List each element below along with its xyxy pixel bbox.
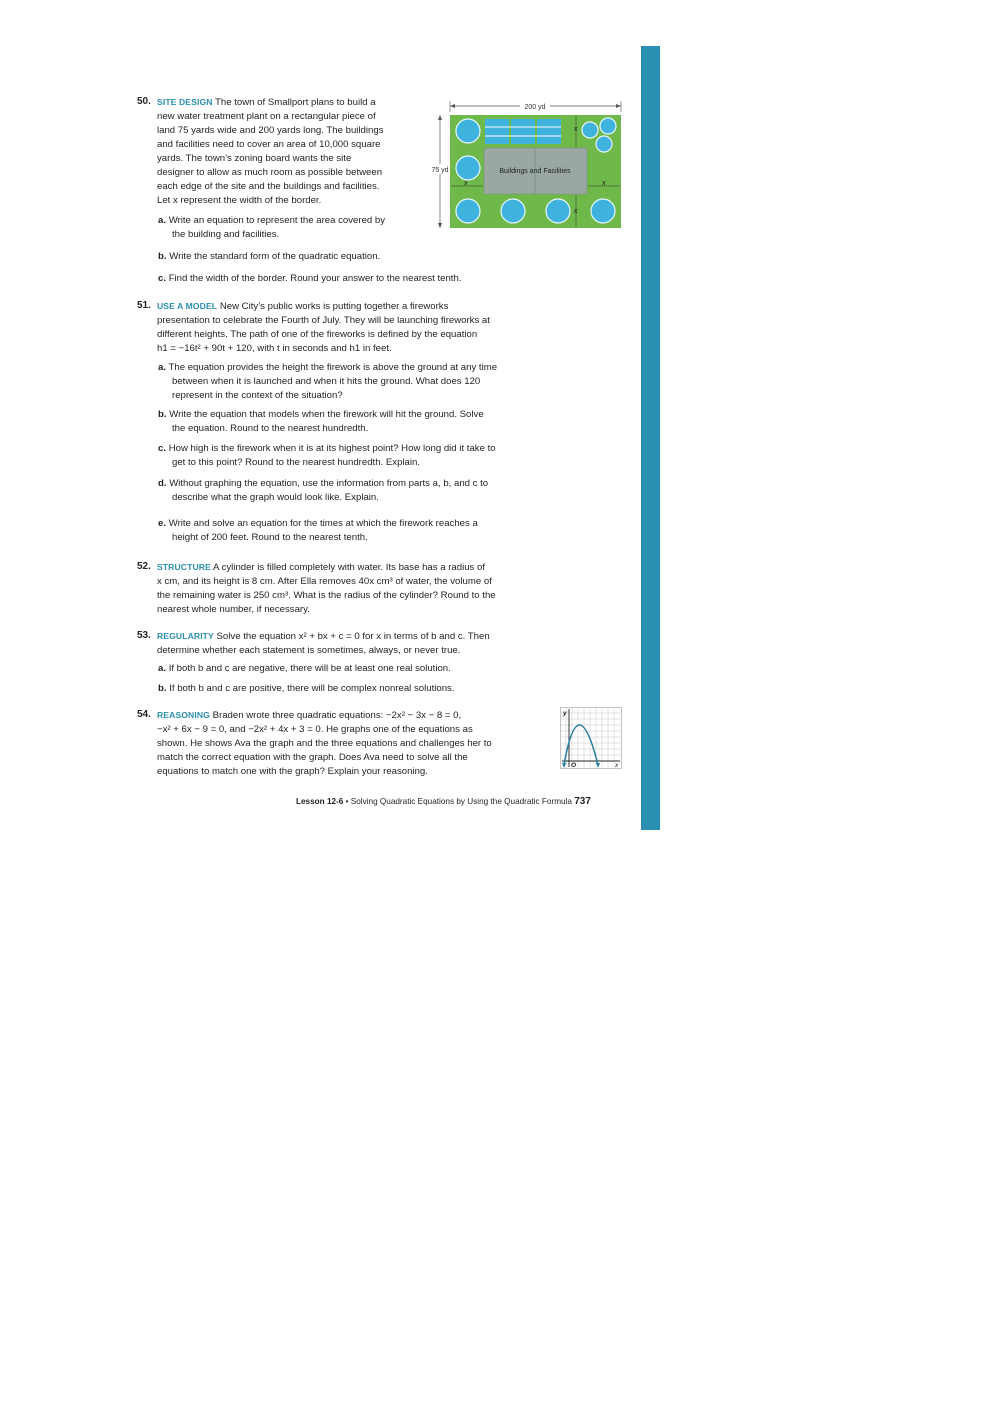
graph-origin-label: O <box>571 762 577 769</box>
problem-52-text: STRUCTURE A cylinder is filled completely with water. Its base has a radius of x cm, and its height is 8 cm. After Ella removes 40x cm³ of water, the volume of the remaining water is 250 cm³. What is the radius of the cylinder? Round to the nearest whole number, if necessary. <box>157 562 496 615</box>
problem-51a: a. The equation provides the height the firework is above the ground at any time between when it is launched and when it hits the ground. What does 120 represent in the context of the situation? <box>158 362 498 401</box>
problem-51-text: USE A MODEL New City’s public works is putting together a fireworks presentation to celebrate the Fourth of July. They will be launching fireworks at different heights. The path of one of the fireworks is defined by the equation h1 = −16t² + 90t + 120, with t in seconds and h1 in feet. <box>157 301 490 354</box>
border-x-top: x <box>574 126 578 133</box>
buildings-label: Buildings and Facilities <box>499 168 571 175</box>
chapter-sidebar-bar <box>641 46 660 830</box>
problem-51-number: 51. <box>137 300 151 311</box>
border-x-bottom: x <box>574 208 578 215</box>
pool-tanks <box>485 119 561 144</box>
footer-title: Solving Quadratic Equations by Using the Quadratic Formula <box>350 797 572 806</box>
problem-53b: b. If both b and c are positive, there will be complex nonreal solutions. <box>158 683 455 694</box>
problem-50c: c. Find the width of the border. Round your answer to the nearest tenth. <box>158 273 462 284</box>
problem-54-text: REASONING Braden wrote three quadratic equations: −2x² − 3x − 8 = 0, −x² + 6x − 9 = 0, and −2x² + 4x + 3 = 0. He graphs one of the equations as shown. He shows Ava the graph and the three equations and challenges her to match the correct equation with the graph. Does Ava need to solve all the equations to match one with the graph? Explain your reasoning. <box>157 710 492 777</box>
problem-53-keyword: REGULARITY <box>157 631 214 641</box>
problem-54-keyword: REASONING <box>157 710 210 720</box>
problem-50-keyword: SITE DESIGN <box>157 97 213 107</box>
footer-lesson: Lesson 12-6 <box>296 797 344 806</box>
problem-54-number: 54. <box>137 709 151 720</box>
problem-52-number: 52. <box>137 561 151 572</box>
problem-50b: b. Write the standard form of the quadratic equation. <box>158 251 381 262</box>
site-plan-diagram <box>428 98 624 230</box>
height-75yd-label: 75 yd <box>431 167 449 174</box>
problem-51e: e. Write and solve an equation for the times at which the firework reaches a height of 200 feet. Round to the nearest tenth. <box>158 518 478 543</box>
problem-53a: a. If both b and c are negative, there will be at least one real solution. <box>158 663 451 674</box>
border-x-left: x <box>464 180 468 187</box>
width-200yd-label: 200 yd <box>524 104 546 111</box>
problem-51-keyword: USE A MODEL <box>157 301 218 311</box>
problem-50-text: SITE DESIGN The town of Smallport plans to build a new water treatment plant on a rectangular piece of land 75 yards wide and 200 yards long. The buildings and facilities need to cover an area of 10,000 square yards. The town’s zoning board wants the site designer to allow as much room as possible between each edge of the site and the buildings and facilities. Let x represent the width of the border. <box>157 97 384 206</box>
page-number: 737 <box>574 796 591 807</box>
border-x-right: x <box>602 180 606 187</box>
problem-53-text: REGULARITY Solve the equation x² + bx + c = 0 for x in terms of b and c. Then determine whether each statement is sometimes, always, or never true. <box>157 631 490 656</box>
problem-52-keyword: STRUCTURE <box>157 562 211 572</box>
problem-51b: b. Write the equation that models when the firework will hit the ground. Solve the equation. Round to the nearest hundredth. <box>158 409 484 434</box>
problem-50-number: 50. <box>137 96 151 107</box>
page-footer: Lesson 12-6 • Solving Quadratic Equations by Using the Quadratic Formula 737 <box>296 796 591 807</box>
problem-53-number: 53. <box>137 630 151 641</box>
problem-51d: d. Without graphing the equation, use the information from parts a, b, and c to describe what the graph would look like. Explain. <box>158 478 489 503</box>
graph-x-label: x <box>615 762 619 769</box>
problem-51c: c. How high is the firework when it is at its highest point? How long did it take to get to this point? Round to the nearest hundredth. Explain. <box>158 443 496 468</box>
graph-y-label: y <box>563 710 567 717</box>
parabola-graph <box>560 707 622 769</box>
problem-50a: a. Write an equation to represent the area covered by the building and facilities. <box>158 215 386 240</box>
